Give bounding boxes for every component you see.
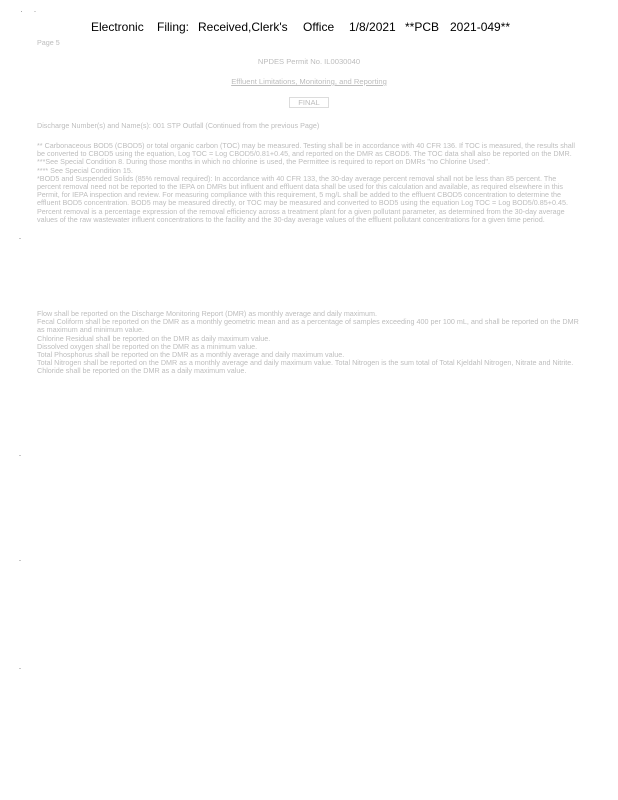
discharge-line: Discharge Number(s) and Name(s): 001 STP Outfall (Continued from the previous Page) — [37, 121, 320, 130]
scan-margin-mark — [19, 238, 21, 239]
permit-number: NPDES Permit No. IL0030040 — [257, 57, 361, 66]
stamp-office: Office — [303, 20, 335, 34]
stamp-pcb: **PCB — [405, 20, 440, 34]
reporting-note: Dissolved oxygen shall be reported on the DMR as a minimum value. — [37, 341, 258, 351]
footnote-bod-removal: *BOD5 and Suspended Solids (85% removal required): In accordance with 40 CFR 133, the 30-day average percent removal shall not be less than 85 percent. The percent removal need not be reported to the IEPA on DMRs but influent and effluent data shall be used for this calculation and available, as required elsewhere in this Permit, for IEPA inspection and review. For measuring compliance with this requirement, 5 mg/L shall be added to the effluent CBOD5 concentration to determine the effluent BOD5 concentration. BOD5 may be measured directly, or TOC may be measured and converted to BOD5 using the equation Log TOC = Log BOD5/0.85+0.45. Percent removal is a percentage expression of the removal efficiency across a treatment plant for a given pollutant parameter, as determined from the 30-day average values of the raw wastewater influent concentrations to the facility and the 30-day average values of the effluent pollutant concentrations for a given time period. — [37, 173, 568, 224]
reporting-note: Flow shall be reported on the Discharge Monitoring Report (DMR) as monthly average and daily maximum. — [37, 309, 377, 318]
section-title: Effluent Limitations, Monitoring, and Reporting — [231, 77, 387, 86]
stamp-case-number: 2021-049** — [450, 20, 511, 34]
footnote-special-condition: **** See Special Condition 15. — [37, 165, 133, 175]
stamp-received-clerk: Received,Clerk's — [198, 20, 288, 34]
scan-margin-mark — [19, 560, 21, 561]
reporting-notes-block — [37, 310, 582, 376]
reporting-note: Chlorine Residual shall be reported on the DMR as daily maximum value. — [37, 333, 271, 343]
final-label — [0, 99, 618, 107]
electronic-filing-stamp — [91, 20, 521, 36]
footnote-chlorine: ***See Special Condition 8. During those months in which no chlorine is used, the Permittee is required to report on DMRs "no Chlorine Used". — [37, 157, 490, 167]
scan-margin-mark — [19, 668, 21, 669]
reporting-note: Total Phosphorus shall be reported on the DMR as a monthly average and daily maximum value. — [37, 350, 345, 360]
reporting-note: Total Nitrogen shall be reported on the DMR as a monthly average and daily maximum value. Total Nitrogen is the sum total of Total Kjeldahl Nitrogen, Nitrate and Nitrite. — [37, 358, 574, 368]
stamp-filing: Filing: — [157, 20, 190, 34]
footnotes-block — [37, 142, 582, 224]
scan-margin-mark — [19, 455, 21, 456]
page-number: Page 5 — [37, 38, 60, 47]
final-label-text: FINAL — [289, 97, 329, 108]
stamp-date: 1/8/2021 — [349, 20, 396, 34]
stamp-electronic: Electronic — [91, 20, 144, 34]
footnote-cbod: ** Carbonaceous BOD5 (CBOD5) or total organic carbon (TOC) may be measured. Testing shall be in accordance with 40 CFR 136. If TOC is measured, the results shall be converted to CBOD5 using the equation, Log TOC = Log CBOD5/0.81+0.45, and reported on the DMR as CBOD5. The TOC data shall also be reported on the DMR. — [37, 141, 575, 159]
reporting-note: Fecal Coliform shall be reported on the DMR as a monthly geometric mean and as a percentage of samples exceeding 400 per 100 mL, and shall be reported on the DMR as maximum and minimum value. — [37, 317, 579, 335]
scan-corner-mark: · · — [20, 6, 41, 16]
reporting-note: Chloride shall be reported on the DMR as a daily maximum value. — [37, 366, 247, 376]
